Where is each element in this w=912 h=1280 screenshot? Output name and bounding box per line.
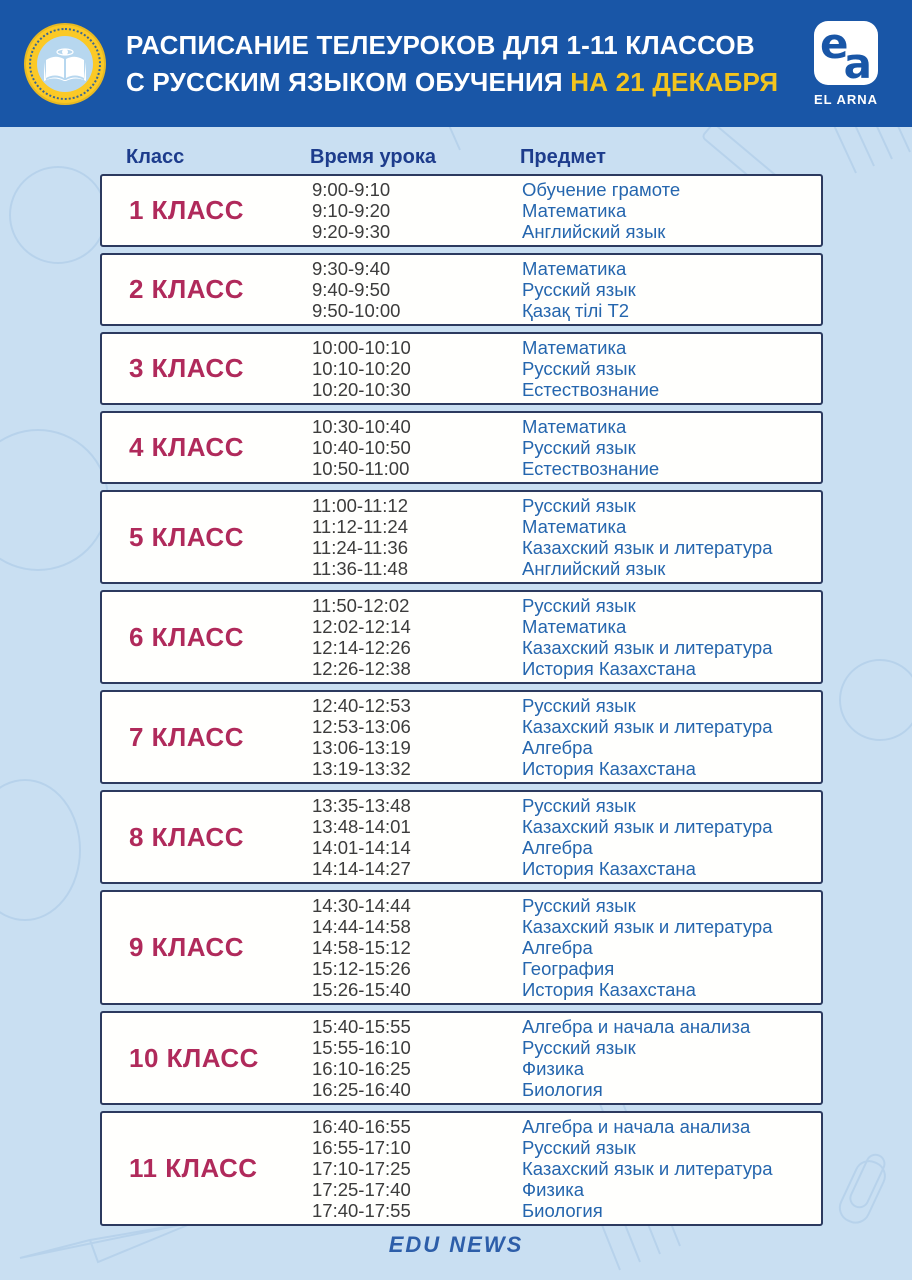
lesson-subject: Математика [522, 616, 627, 637]
lesson-time: 11:36-11:48 [312, 558, 409, 579]
poster-title-date: НА 21 ДЕКАБРЯ [570, 66, 779, 97]
lesson-subjects-column [522, 258, 821, 321]
class-schedule-card [100, 332, 823, 405]
lesson-time: 10:20-10:30 [312, 379, 411, 400]
class-schedule-card [100, 490, 823, 584]
lesson-time: 14:14-14:27 [312, 858, 411, 879]
class-schedule-card [100, 411, 823, 484]
lesson-subject: Казахский язык и литература [522, 716, 773, 737]
lesson-time: 11:00-11:12 [312, 495, 409, 516]
lesson-time: 9:40-9:50 [312, 279, 391, 300]
lesson-subject: Русский язык [522, 695, 636, 716]
open-book-icon [37, 36, 93, 92]
lesson-subject: История Казахстана [522, 758, 696, 779]
lesson-time: 9:50-10:00 [312, 300, 401, 321]
lesson-subjects-column [522, 1016, 821, 1100]
lesson-subject: Английский язык [522, 221, 666, 242]
lesson-time: 13:06-13:19 [312, 737, 411, 758]
lesson-subject: Алгебра [522, 737, 593, 758]
lesson-times-column [312, 337, 522, 400]
lesson-subjects-column [522, 895, 821, 1000]
lesson-times-column [312, 179, 522, 242]
footer [0, 1232, 912, 1258]
lesson-times-column [312, 1016, 522, 1100]
class-schedule-card [100, 253, 823, 326]
schedule-table [100, 174, 823, 1226]
lesson-time: 11:24-11:36 [312, 537, 409, 558]
el-arna-logo [814, 21, 878, 85]
lesson-time: 10:00-10:10 [312, 337, 411, 358]
class-label: 1 КЛАСС [129, 195, 244, 225]
poster-title-line2-text: С РУССКИМ ЯЗЫКОМ ОБУЧЕНИЯ [126, 66, 563, 97]
lesson-subject: Казахский язык и литература [522, 1158, 773, 1179]
lesson-time: 10:40-10:50 [312, 437, 411, 458]
lesson-time: 12:26-12:38 [312, 658, 411, 679]
lesson-subject: Казахский язык и литература [522, 537, 773, 558]
lesson-time: 16:10-16:25 [312, 1058, 411, 1079]
lesson-time: 17:40-17:55 [312, 1200, 411, 1221]
lesson-time: 11:50-12:02 [312, 595, 410, 616]
table-column-headers [100, 146, 823, 169]
class-label: 7 КЛАСС [129, 721, 244, 752]
lesson-time: 10:10-10:20 [312, 358, 411, 379]
lesson-times-column [312, 695, 522, 779]
lesson-time: 14:58-15:12 [312, 937, 411, 958]
lesson-subject: История Казахстана [522, 858, 696, 879]
lesson-subject: Физика [522, 1058, 585, 1079]
ministry-emblem-logo [24, 23, 106, 105]
lesson-subject: История Казахстана [522, 658, 696, 679]
lesson-subject: Русский язык [522, 1137, 636, 1158]
lesson-time: 14:44-14:58 [312, 916, 411, 937]
lesson-time: 17:10-17:25 [312, 1158, 411, 1179]
class-schedule-card [100, 174, 823, 247]
lesson-time: 17:25-17:40 [312, 1179, 411, 1200]
lesson-subject: Математика [522, 258, 627, 279]
lesson-subject: Математика [522, 337, 627, 358]
lesson-subject: Русский язык [522, 279, 636, 300]
lesson-subject: Русский язык [522, 1037, 636, 1058]
lesson-subject: Русский язык [522, 795, 636, 816]
lesson-subject: Биология [522, 1079, 603, 1100]
lesson-time: 10:30-10:40 [312, 416, 411, 437]
lesson-subject: Алгебра и начала анализа [522, 1116, 751, 1137]
class-schedule-card [100, 1111, 823, 1226]
lesson-times-column [312, 795, 522, 879]
class-label: 10 КЛАСС [129, 1042, 259, 1073]
class-label: 8 КЛАСС [129, 821, 244, 852]
lesson-subject: Қазақ тілі Т2 [522, 300, 630, 321]
class-label: 2 КЛАСС [129, 274, 244, 304]
lesson-time: 13:19-13:32 [312, 758, 411, 779]
lesson-time: 9:20-9:30 [312, 221, 391, 242]
lesson-time: 11:12-11:24 [312, 516, 409, 537]
lesson-subject: Математика [522, 200, 627, 221]
class-schedule-card [100, 790, 823, 884]
class-label: 9 КЛАСС [129, 932, 244, 962]
el-arna-logo-letter-a: a [843, 38, 872, 85]
column-header-time: Время урока [310, 146, 436, 168]
lesson-time: 16:25-16:40 [312, 1079, 411, 1100]
lesson-subject: География [522, 958, 615, 979]
lesson-subjects-column [522, 179, 821, 242]
lesson-subject: Русский язык [522, 437, 636, 458]
poster-title [126, 27, 794, 101]
lesson-time: 12:14-12:26 [312, 637, 411, 658]
header-banner [0, 0, 912, 127]
lesson-subject: Обучение грамоте [522, 179, 681, 200]
el-arna-logo-letter-e: e [820, 20, 849, 68]
lesson-subject: Естествознание [522, 379, 660, 400]
poster-title-line1: РАСПИСАНИЕ ТЕЛЕУРОКОВ ДЛЯ 1-11 КЛАССОВ [126, 29, 755, 60]
lesson-times-column [312, 416, 522, 479]
class-label: 4 КЛАСС [129, 432, 244, 462]
lesson-subjects-column [522, 337, 821, 400]
lesson-time: 15:55-16:10 [312, 1037, 411, 1058]
lesson-subject: Русский язык [522, 495, 636, 516]
lesson-times-column [312, 895, 522, 1000]
lesson-subject: Математика [522, 516, 627, 537]
lesson-times-column [312, 1116, 522, 1221]
lesson-time: 12:53-13:06 [312, 716, 411, 737]
lesson-subjects-column [522, 595, 821, 679]
lesson-subject: Русский язык [522, 895, 636, 916]
class-schedule-card [100, 1011, 823, 1105]
lesson-subject: Физика [522, 1179, 585, 1200]
lesson-subjects-column [522, 795, 821, 879]
lesson-subject: Математика [522, 416, 627, 437]
channel-branding [794, 21, 898, 107]
lesson-subjects-column [522, 695, 821, 779]
lesson-subject: Алгебра [522, 937, 593, 958]
lesson-subjects-column [522, 495, 821, 579]
lesson-subject: Английский язык [522, 558, 666, 579]
lesson-times-column [312, 495, 522, 579]
column-header-subject: Предмет [520, 146, 606, 168]
channel-name: EL ARNA [813, 91, 879, 107]
class-label: 11 КЛАСС [129, 1153, 258, 1183]
lesson-time: 12:02-12:14 [312, 616, 411, 637]
lesson-time: 16:55-17:10 [312, 1137, 411, 1158]
lesson-time: 15:12-15:26 [312, 958, 411, 979]
lesson-time: 15:26-15:40 [312, 979, 411, 1000]
lesson-time: 9:10-9:20 [312, 200, 391, 221]
lesson-subject: Казахский язык и литература [522, 637, 773, 658]
lesson-time: 14:01-14:14 [312, 837, 411, 858]
lesson-subjects-column [522, 1116, 821, 1221]
lesson-times-column [312, 258, 522, 321]
lesson-time: 13:48-14:01 [312, 816, 411, 837]
footer-brand-text: EDU NEWS [388, 1232, 524, 1257]
class-label: 6 КЛАСС [129, 621, 244, 652]
poster-title-line2 [126, 64, 794, 101]
lesson-subject: Казахский язык и литература [522, 916, 773, 937]
column-header-class: Класс [126, 146, 185, 168]
class-schedule-card [100, 690, 823, 784]
lesson-subject: История Казахстана [522, 979, 696, 1000]
lesson-subject: Естествознание [522, 458, 660, 479]
class-label: 3 КЛАСС [129, 353, 244, 383]
lesson-time: 13:35-13:48 [312, 795, 411, 816]
lesson-time: 16:40-16:55 [312, 1116, 411, 1137]
class-label: 5 КЛАСС [129, 521, 244, 552]
lesson-times-column [312, 595, 522, 679]
lesson-subject: Русский язык [522, 595, 636, 616]
lesson-time: 10:50-11:00 [312, 458, 410, 479]
lesson-subject: Русский язык [522, 358, 636, 379]
lesson-subject: Алгебра [522, 837, 593, 858]
lesson-subject: Алгебра и начала анализа [522, 1016, 751, 1037]
lesson-time: 15:40-15:55 [312, 1016, 411, 1037]
lesson-subjects-column [522, 416, 821, 479]
lesson-time: 12:40-12:53 [312, 695, 411, 716]
lesson-time: 9:30-9:40 [312, 258, 391, 279]
lesson-subject: Казахский язык и литература [522, 816, 773, 837]
lesson-time: 9:00-9:10 [312, 179, 391, 200]
class-schedule-card [100, 590, 823, 684]
lesson-time: 14:30-14:44 [312, 895, 411, 916]
class-schedule-card [100, 890, 823, 1005]
lesson-subject: Биология [522, 1200, 603, 1221]
